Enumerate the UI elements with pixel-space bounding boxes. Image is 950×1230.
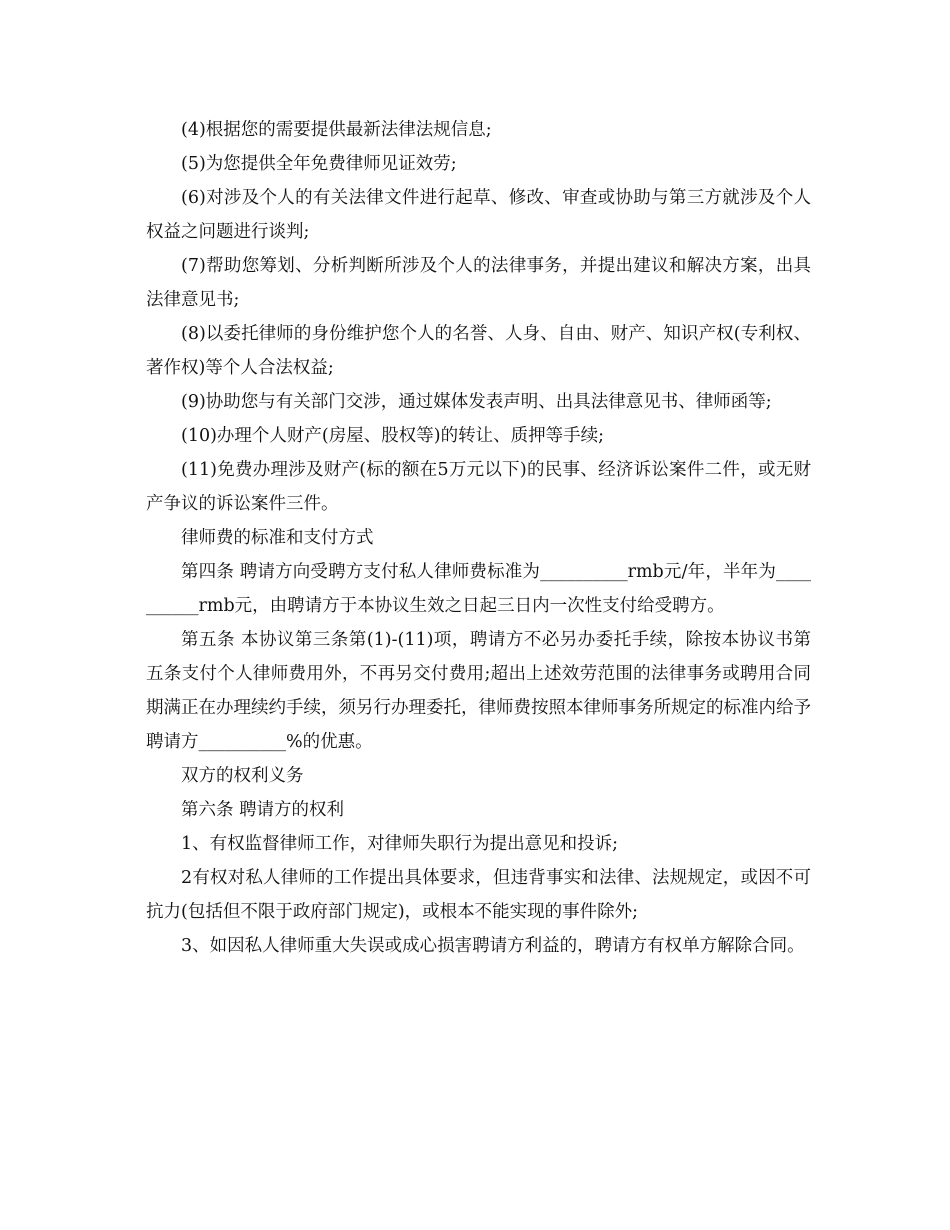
clause-11: (11)免费办理涉及财产(标的额在5万元以下)的民事、经济诉讼案件二件，或无财产争议的诉讼案件三件。: [146, 460, 811, 514]
document-body: [146, 113, 811, 963]
article-4: 第四条 聘请方向受聘方支付私人律师费标准为__________rmb元/年，半年为__________rmb元，由聘请方于本协议生效之日起三日内一次性支付给受聘方。: [146, 562, 811, 616]
clause-6: (6)对涉及个人的有关法律文件进行起草、修改、审查或协助与第三方就涉及个人权益之问题进行谈判;: [146, 188, 811, 242]
clause-9: (9)协助您与有关部门交涉，通过媒体发表声明、出具法律意见书、律师函等;: [181, 392, 772, 412]
clause-10: (10)办理个人财产(房屋、股权等)的转让、质押等手续;: [181, 426, 604, 446]
clause-7: (7)帮助您筹划、分析判断所涉及个人的法律事务，并提出建议和解决方案，出具法律意见书;: [146, 256, 811, 310]
section-heading-fees: 律师费的标准和支付方式: [181, 528, 374, 548]
right-item-1: 1、有权监督律师工作，对律师失职行为提出意见和投诉;: [181, 834, 619, 854]
section-heading-rights: 双方的权利义务: [181, 766, 304, 786]
article-6-title: 第六条 聘请方的权利: [181, 800, 345, 820]
right-item-3: 3、如因私人律师重大失误或成心损害聘请方利益的，聘请方有权单方解除合同。: [181, 936, 805, 956]
clause-8: (8)以委托律师的身份维护您个人的名誉、人身、自由、财产、知识产权(专利权、著作权)等个人合法权益;: [146, 324, 811, 378]
right-item-2: 2有权对私人律师的工作提出具体要求，但违背事实和法律、法规规定，或因不可抗力(包括但不限于政府部门规定)，或根本不能实现的事件除外;: [146, 868, 811, 922]
clause-4: (4)根据您的需要提供最新法律法规信息;: [181, 120, 492, 140]
article-5: 第五条 本协议第三条第(1)-(11)项，聘请方不必另办委托手续，除按本协议书第五条支付个人律师费用外，不再另交付费用;超出上述效劳范围的法律事务或聘用合同期满正在办理续约手续，须另行办理委托，律师费按照本律师事务所规定的标准内给予聘请方__________%的优惠。: [146, 630, 811, 752]
clause-5: (5)为您提供全年免费律师见证效劳;: [181, 154, 457, 174]
